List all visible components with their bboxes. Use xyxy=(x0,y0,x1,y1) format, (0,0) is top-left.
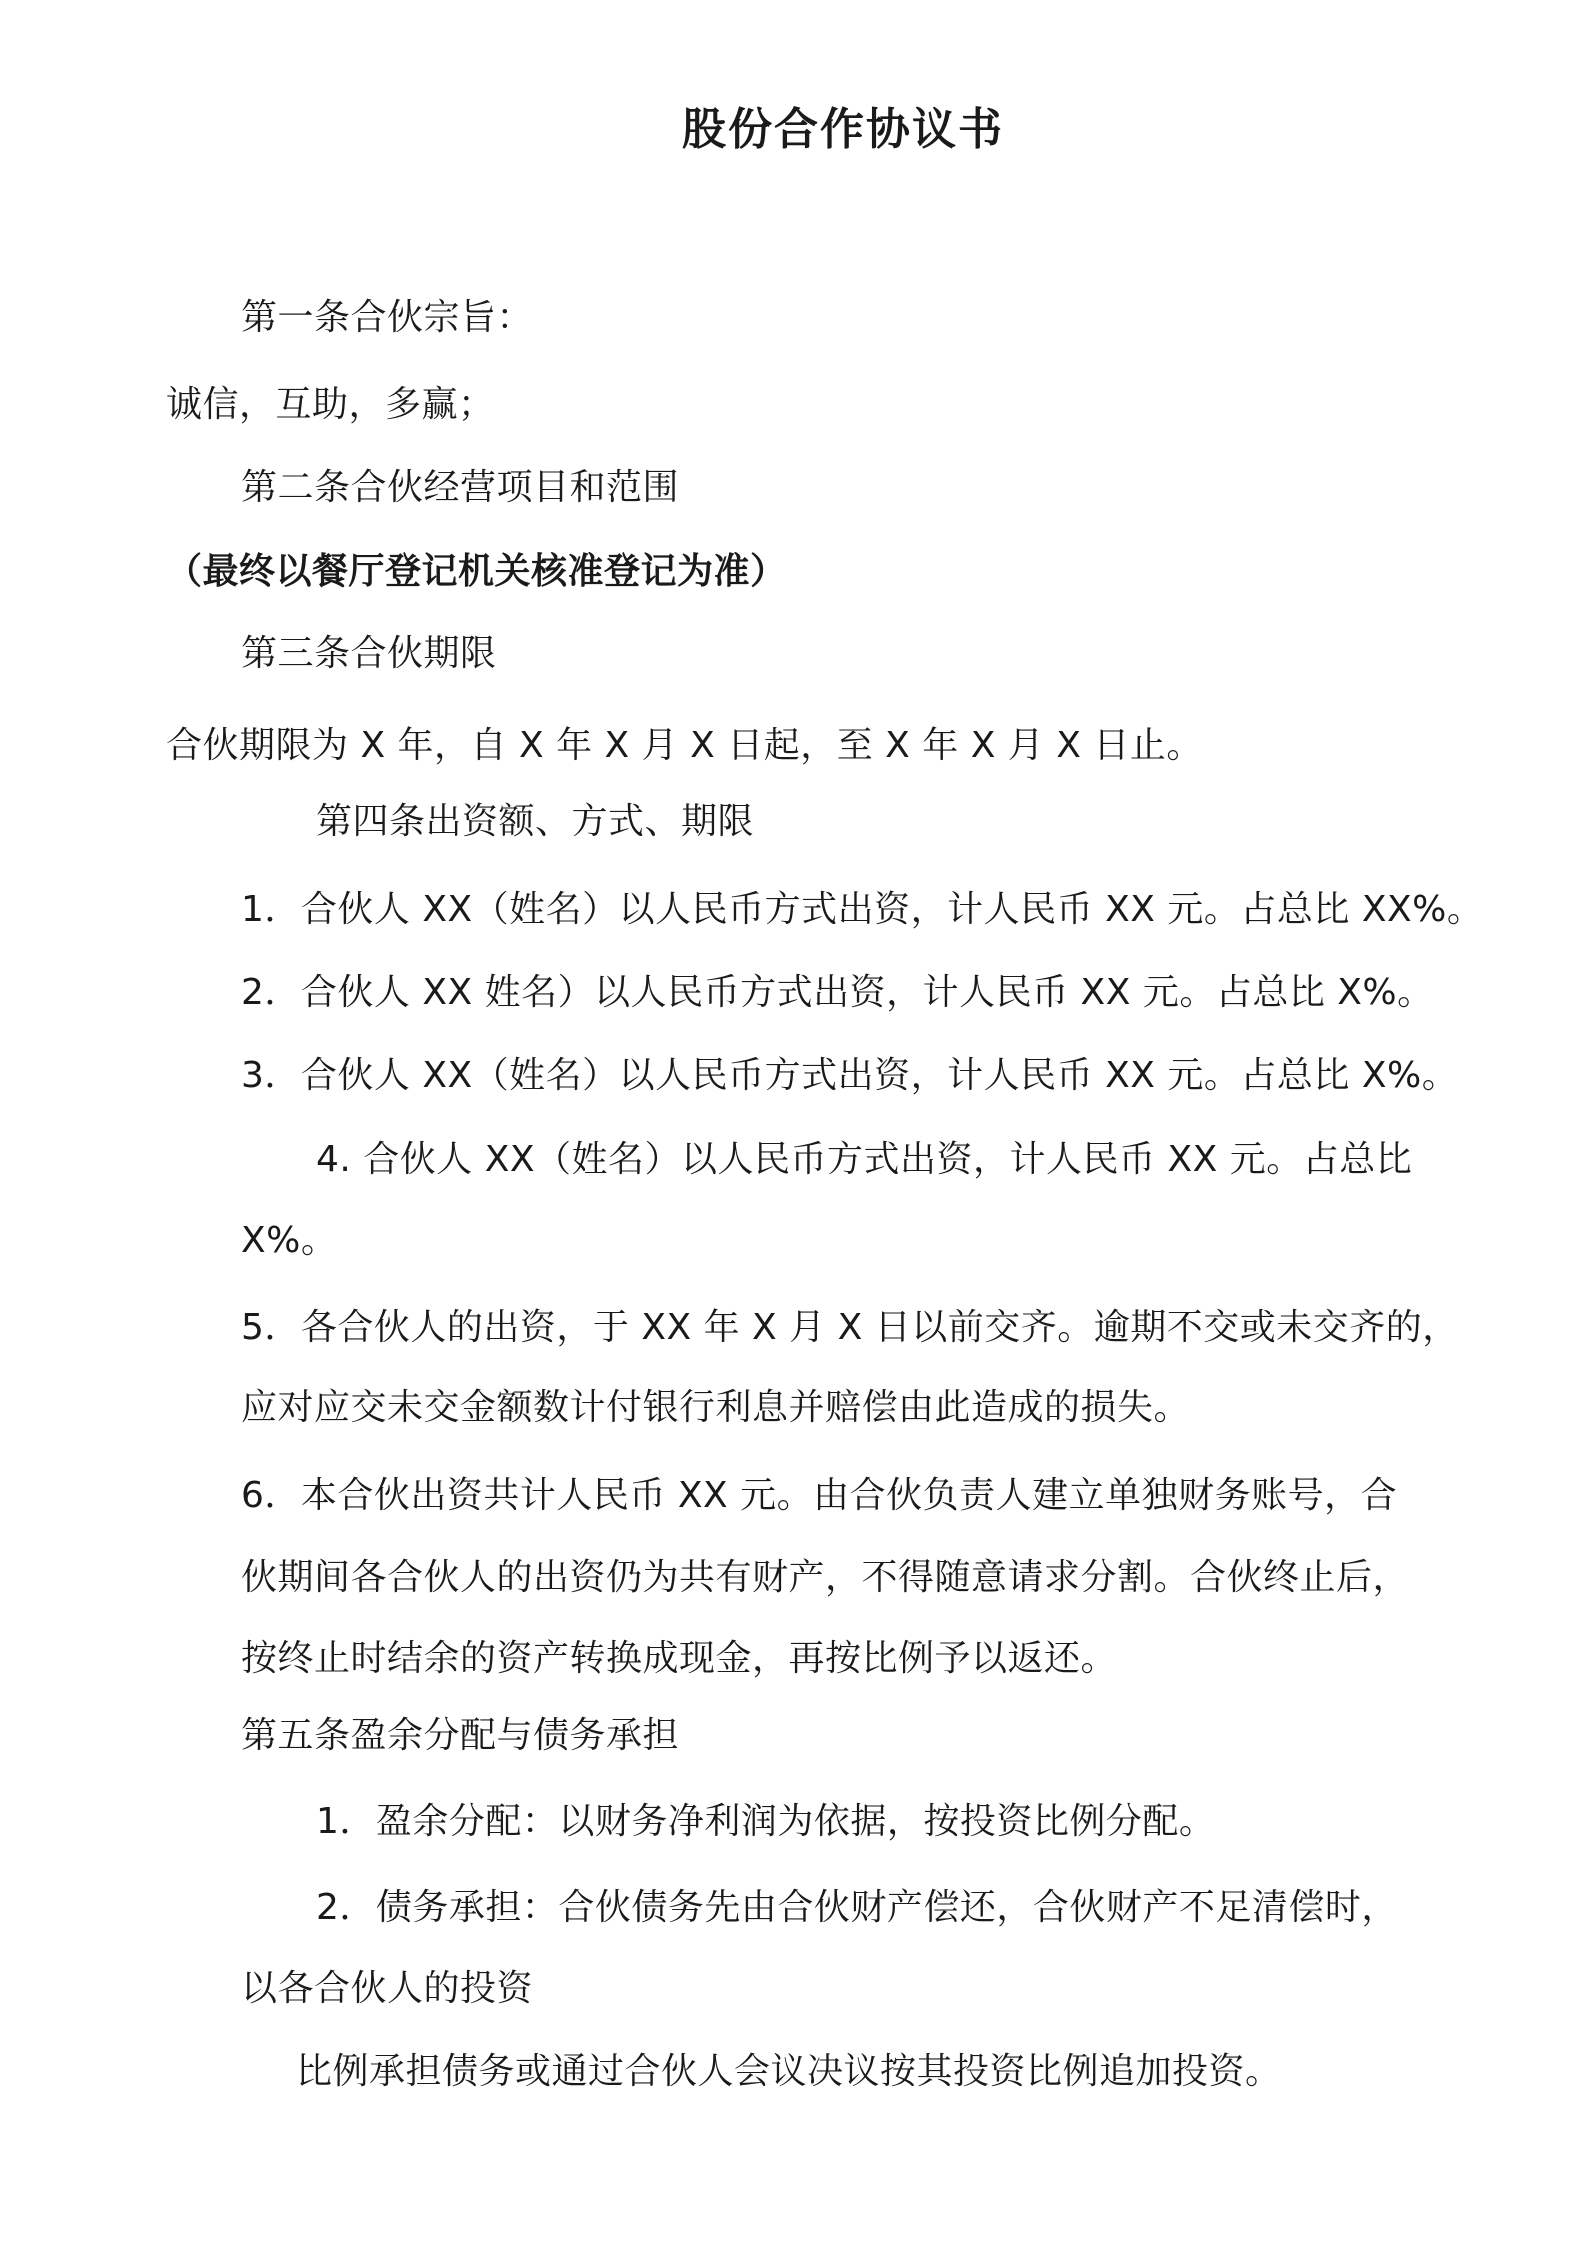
article-4-item-6: 6．本合伙出资共计人民币 XX 元。由合伙负责人建立单独财务账号，合 xyxy=(241,1475,1398,1516)
article-4-item-2: 2．合伙人 XX 姓名）以人民币方式出资，计人民币 XX 元。占总比 X%。 xyxy=(241,972,1434,1013)
article-2-body: （最终以餐厅登记机关核准登记为准） xyxy=(166,551,787,592)
article-4-heading: 第四条出资额、方式、期限 xyxy=(316,801,755,842)
article-4-item-6-cont-2: 按终止时结余的资产转换成现金，再按比例予以返还。 xyxy=(241,1638,1118,1679)
article-3-heading: 第三条合伙期限 xyxy=(241,633,497,674)
document-title: 股份合作协议书 xyxy=(682,104,1004,155)
article-5-heading: 第五条盈余分配与债务承担 xyxy=(241,1715,680,1756)
article-4-item-1: 1．合伙人 XX（姓名）以人民币方式出资，计人民币 XX 元。占总比 XX%。 xyxy=(241,889,1484,930)
article-4-item-4: 4. 合伙人 XX（姓名）以人民币方式出资，计人民币 XX 元。占总比 xyxy=(316,1139,1413,1180)
article-4-item-5-cont: 应对应交未交金额数计付银行利息并赔偿由此造成的损失。 xyxy=(241,1387,1191,1428)
article-4-item-5: 5．各合伙人的出资，于 XX 年 X 月 X 日以前交齐。逾期不交或未交齐的， xyxy=(241,1307,1459,1348)
article-5-item-2-cont-2: 比例承担债务或通过合伙人会议决议按其投资比例追加投资。 xyxy=(296,2051,1282,2092)
article-2-heading: 第二条合伙经营项目和范围 xyxy=(241,467,680,508)
article-5-item-1: 1．盈余分配：以财务净利润为依据，按投资比例分配。 xyxy=(316,1801,1216,1842)
article-4-item-6-cont-1: 伙期间各合伙人的出资仍为共有财产，不得随意请求分割。合伙终止后， xyxy=(241,1557,1410,1598)
article-3-body: 合伙期限为 X 年，自 X 年 X 月 X 日起，至 X 年 X 月 X 日止。 xyxy=(166,725,1203,766)
article-4-item-4-cont: X%。 xyxy=(241,1220,338,1261)
article-1-body: 诚信，互助，多赢； xyxy=(166,384,495,425)
article-5-item-2: 2．债务承担：合伙债务先由合伙财产偿还，合伙财产不足清偿时， xyxy=(316,1887,1398,1928)
article-1-heading: 第一条合伙宗旨： xyxy=(241,297,534,338)
article-4-item-3: 3．合伙人 XX（姓名）以人民币方式出资，计人民币 XX 元。占总比 X%。 xyxy=(241,1055,1459,1096)
article-5-item-2-cont: 以各合伙人的投资 xyxy=(241,1968,534,2009)
